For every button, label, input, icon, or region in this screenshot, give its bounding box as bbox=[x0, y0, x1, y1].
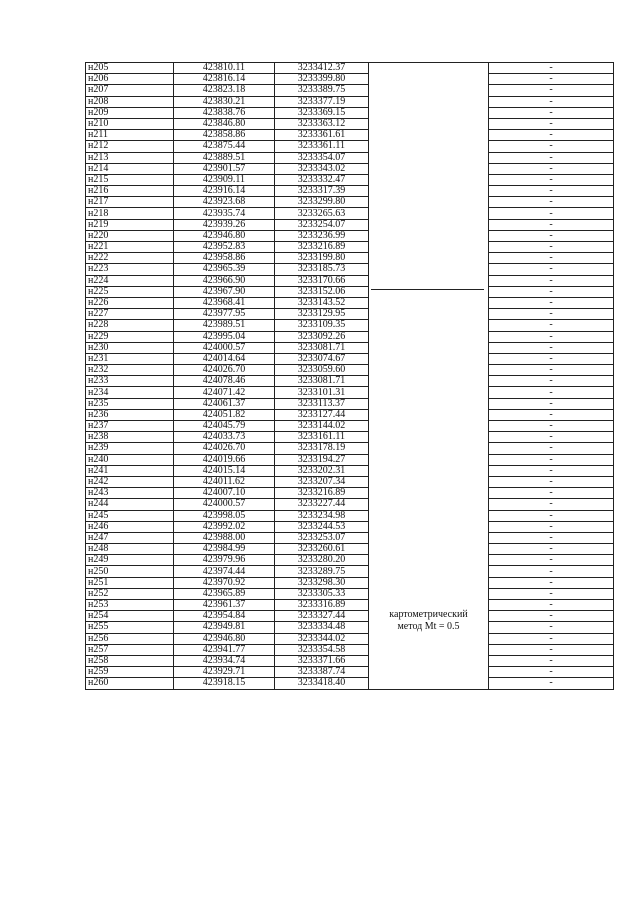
x-coordinate-cell: 423889.51 bbox=[174, 152, 275, 163]
note-cell: - bbox=[489, 152, 614, 163]
note-cell: - bbox=[489, 488, 614, 499]
method-divider-line bbox=[371, 289, 484, 290]
y-coordinate-cell: 3233399.80 bbox=[275, 74, 369, 85]
x-coordinate-cell: 423946.80 bbox=[174, 230, 275, 241]
y-coordinate-cell: 3233254.07 bbox=[275, 219, 369, 230]
y-coordinate-cell: 3233280.20 bbox=[275, 555, 369, 566]
note-cell: - bbox=[489, 476, 614, 487]
point-cell: н231 bbox=[86, 353, 174, 364]
table-row bbox=[86, 309, 614, 320]
table-row bbox=[86, 118, 614, 129]
y-coordinate-cell: 3233361.61 bbox=[275, 130, 369, 141]
note-cell: - bbox=[489, 465, 614, 476]
y-coordinate-cell: 3233101.31 bbox=[275, 387, 369, 398]
point-cell: н237 bbox=[86, 421, 174, 432]
note-cell: - bbox=[489, 130, 614, 141]
table-row bbox=[86, 532, 614, 543]
x-coordinate-cell: 424011.62 bbox=[174, 476, 275, 487]
y-coordinate-cell: 3233144.02 bbox=[275, 421, 369, 432]
point-cell: н207 bbox=[86, 85, 174, 96]
y-coordinate-cell: 3233327.44 bbox=[275, 611, 369, 622]
table-row bbox=[86, 342, 614, 353]
note-cell: - bbox=[489, 353, 614, 364]
y-coordinate-cell: 3233178.19 bbox=[275, 443, 369, 454]
x-coordinate-cell: 423875.44 bbox=[174, 141, 275, 152]
x-coordinate-cell: 423970.92 bbox=[174, 577, 275, 588]
point-cell: н253 bbox=[86, 600, 174, 611]
table-row bbox=[86, 85, 614, 96]
point-cell: н247 bbox=[86, 532, 174, 543]
method-line-2: метод Mt = 0.5 bbox=[397, 620, 460, 632]
table-row bbox=[86, 186, 614, 197]
y-coordinate-cell: 3233152.06 bbox=[275, 286, 369, 297]
note-cell: - bbox=[489, 622, 614, 633]
point-cell: н220 bbox=[86, 230, 174, 241]
y-coordinate-cell: 3233389.75 bbox=[275, 85, 369, 96]
note-cell: - bbox=[489, 96, 614, 107]
table-row bbox=[86, 577, 614, 588]
x-coordinate-cell: 423998.05 bbox=[174, 510, 275, 521]
point-cell: н224 bbox=[86, 275, 174, 286]
point-cell: н234 bbox=[86, 387, 174, 398]
x-coordinate-cell: 423934.74 bbox=[174, 655, 275, 666]
y-coordinate-cell: 3233236.99 bbox=[275, 230, 369, 241]
point-cell: н227 bbox=[86, 309, 174, 320]
table-row bbox=[86, 398, 614, 409]
point-cell: н215 bbox=[86, 174, 174, 185]
x-coordinate-cell: 423916.14 bbox=[174, 186, 275, 197]
y-coordinate-cell: 3233354.58 bbox=[275, 644, 369, 655]
point-cell: н223 bbox=[86, 264, 174, 275]
x-coordinate-cell: 424019.66 bbox=[174, 454, 275, 465]
table-row bbox=[86, 432, 614, 443]
y-coordinate-cell: 3233299.80 bbox=[275, 197, 369, 208]
x-coordinate-cell: 423974.44 bbox=[174, 566, 275, 577]
x-coordinate-cell: 423929.71 bbox=[174, 667, 275, 678]
point-cell: н229 bbox=[86, 331, 174, 342]
note-cell: - bbox=[489, 566, 614, 577]
x-coordinate-cell: 423810.11 bbox=[174, 63, 275, 74]
table-row bbox=[86, 141, 614, 152]
x-coordinate-cell: 423941.77 bbox=[174, 644, 275, 655]
note-cell: - bbox=[489, 208, 614, 219]
x-coordinate-cell: 423995.04 bbox=[174, 331, 275, 342]
point-cell: н259 bbox=[86, 667, 174, 678]
y-coordinate-cell: 3233305.33 bbox=[275, 588, 369, 599]
y-coordinate-cell: 3233170.66 bbox=[275, 275, 369, 286]
note-cell: - bbox=[489, 409, 614, 420]
table-row bbox=[86, 197, 614, 208]
point-cell: н236 bbox=[86, 409, 174, 420]
table-row bbox=[86, 465, 614, 476]
table-row bbox=[86, 96, 614, 107]
point-cell: н251 bbox=[86, 577, 174, 588]
point-cell: н214 bbox=[86, 163, 174, 174]
y-coordinate-cell: 3233244.53 bbox=[275, 521, 369, 532]
y-coordinate-cell: 3233092.26 bbox=[275, 331, 369, 342]
y-coordinate-cell: 3233161.11 bbox=[275, 432, 369, 443]
note-cell: - bbox=[489, 253, 614, 264]
table-row bbox=[86, 365, 614, 376]
y-coordinate-cell: 3233317.39 bbox=[275, 186, 369, 197]
x-coordinate-cell: 423989.51 bbox=[174, 320, 275, 331]
x-coordinate-cell: 423918.15 bbox=[174, 678, 275, 689]
point-cell: н226 bbox=[86, 297, 174, 308]
point-cell: н244 bbox=[86, 499, 174, 510]
note-cell: - bbox=[489, 286, 614, 297]
point-cell: н256 bbox=[86, 633, 174, 644]
point-cell: н257 bbox=[86, 644, 174, 655]
y-coordinate-cell: 3233316.89 bbox=[275, 600, 369, 611]
x-coordinate-cell: 424051.82 bbox=[174, 409, 275, 420]
x-coordinate-cell: 423965.39 bbox=[174, 264, 275, 275]
x-coordinate-cell: 423967.90 bbox=[174, 286, 275, 297]
point-cell: н210 bbox=[86, 118, 174, 129]
x-coordinate-cell: 423830.21 bbox=[174, 96, 275, 107]
note-cell: - bbox=[489, 141, 614, 152]
x-coordinate-cell: 423961.37 bbox=[174, 600, 275, 611]
method-line-1: картометрический bbox=[389, 608, 468, 620]
y-coordinate-cell: 3233361.11 bbox=[275, 141, 369, 152]
note-cell: - bbox=[489, 197, 614, 208]
x-coordinate-cell: 423966.90 bbox=[174, 275, 275, 286]
note-cell: - bbox=[489, 387, 614, 398]
note-cell: - bbox=[489, 532, 614, 543]
table-row bbox=[86, 622, 614, 633]
y-coordinate-cell: 3233129.95 bbox=[275, 309, 369, 320]
x-coordinate-cell: 423977.95 bbox=[174, 309, 275, 320]
x-coordinate-cell: 423958.86 bbox=[174, 253, 275, 264]
y-coordinate-cell: 3233127.44 bbox=[275, 409, 369, 420]
x-coordinate-cell: 423939.26 bbox=[174, 219, 275, 230]
note-cell: - bbox=[489, 219, 614, 230]
note-cell: - bbox=[489, 365, 614, 376]
note-cell: - bbox=[489, 242, 614, 253]
x-coordinate-cell: 423968.41 bbox=[174, 297, 275, 308]
table-row bbox=[86, 600, 614, 611]
note-cell: - bbox=[489, 544, 614, 555]
coordinates-table-body bbox=[86, 63, 614, 690]
point-cell: н240 bbox=[86, 454, 174, 465]
x-coordinate-cell: 424026.70 bbox=[174, 365, 275, 376]
point-cell: н250 bbox=[86, 566, 174, 577]
point-cell: н205 bbox=[86, 63, 174, 74]
note-cell: - bbox=[489, 163, 614, 174]
point-cell: н230 bbox=[86, 342, 174, 353]
point-cell: н232 bbox=[86, 365, 174, 376]
y-coordinate-cell: 3233253.07 bbox=[275, 532, 369, 543]
y-coordinate-cell: 3233418.40 bbox=[275, 678, 369, 689]
point-cell: н221 bbox=[86, 242, 174, 253]
table-row bbox=[86, 476, 614, 487]
point-cell: н255 bbox=[86, 622, 174, 633]
table-row bbox=[86, 74, 614, 85]
table-row bbox=[86, 320, 614, 331]
table-row bbox=[86, 555, 614, 566]
table-row bbox=[86, 152, 614, 163]
point-cell: н252 bbox=[86, 588, 174, 599]
point-cell: н249 bbox=[86, 555, 174, 566]
y-coordinate-cell: 3233354.07 bbox=[275, 152, 369, 163]
table-row bbox=[86, 275, 614, 286]
table-row bbox=[86, 230, 614, 241]
table-row bbox=[86, 174, 614, 185]
y-coordinate-cell: 3233059.60 bbox=[275, 365, 369, 376]
table-row bbox=[86, 297, 614, 308]
table-row bbox=[86, 63, 614, 74]
table-row bbox=[86, 208, 614, 219]
table-row bbox=[86, 286, 614, 297]
y-coordinate-cell: 3233377.19 bbox=[275, 96, 369, 107]
table-row bbox=[86, 667, 614, 678]
x-coordinate-cell: 423901.57 bbox=[174, 163, 275, 174]
y-coordinate-cell: 3233332.47 bbox=[275, 174, 369, 185]
y-coordinate-cell: 3233343.02 bbox=[275, 163, 369, 174]
table-row bbox=[86, 130, 614, 141]
table-row bbox=[86, 488, 614, 499]
table-row bbox=[86, 264, 614, 275]
x-coordinate-cell: 424000.57 bbox=[174, 499, 275, 510]
note-cell: - bbox=[489, 74, 614, 85]
x-coordinate-cell: 424033.73 bbox=[174, 432, 275, 443]
table-row bbox=[86, 421, 614, 432]
x-coordinate-cell: 424078.46 bbox=[174, 376, 275, 387]
y-coordinate-cell: 3233387.74 bbox=[275, 667, 369, 678]
table-row bbox=[86, 219, 614, 230]
y-coordinate-cell: 3233216.89 bbox=[275, 242, 369, 253]
point-cell: н260 bbox=[86, 678, 174, 689]
coordinates-table bbox=[85, 62, 614, 690]
table-row bbox=[86, 443, 614, 454]
x-coordinate-cell: 423988.00 bbox=[174, 532, 275, 543]
point-cell: н242 bbox=[86, 476, 174, 487]
point-cell: н241 bbox=[86, 465, 174, 476]
note-cell: - bbox=[489, 118, 614, 129]
x-coordinate-cell: 423858.86 bbox=[174, 130, 275, 141]
table-row bbox=[86, 566, 614, 577]
table-row bbox=[86, 655, 614, 666]
note-cell: - bbox=[489, 376, 614, 387]
x-coordinate-cell: 424007.10 bbox=[174, 488, 275, 499]
note-cell: - bbox=[489, 555, 614, 566]
point-cell: н233 bbox=[86, 376, 174, 387]
note-cell: - bbox=[489, 667, 614, 678]
y-coordinate-cell: 3233194.27 bbox=[275, 454, 369, 465]
x-coordinate-cell: 423954.84 bbox=[174, 611, 275, 622]
x-coordinate-cell: 424026.70 bbox=[174, 443, 275, 454]
table-row bbox=[86, 644, 614, 655]
y-coordinate-cell: 3233207.34 bbox=[275, 476, 369, 487]
table-row bbox=[86, 510, 614, 521]
y-coordinate-cell: 3233363.12 bbox=[275, 118, 369, 129]
y-coordinate-cell: 3233081.71 bbox=[275, 376, 369, 387]
note-cell: - bbox=[489, 85, 614, 96]
note-cell: - bbox=[489, 678, 614, 689]
note-cell: - bbox=[489, 443, 614, 454]
y-coordinate-cell: 3233371.66 bbox=[275, 655, 369, 666]
point-cell: н254 bbox=[86, 611, 174, 622]
x-coordinate-cell: 423846.80 bbox=[174, 118, 275, 129]
note-cell: - bbox=[489, 421, 614, 432]
y-coordinate-cell: 3233216.89 bbox=[275, 488, 369, 499]
table-row bbox=[86, 611, 614, 622]
y-coordinate-cell: 3233260.61 bbox=[275, 544, 369, 555]
y-coordinate-cell: 3233265.63 bbox=[275, 208, 369, 219]
y-coordinate-cell: 3233412.37 bbox=[275, 63, 369, 74]
x-coordinate-cell: 424061.37 bbox=[174, 398, 275, 409]
method-cell bbox=[369, 63, 489, 690]
table-row bbox=[86, 107, 614, 118]
point-cell: н225 bbox=[86, 286, 174, 297]
note-cell: - bbox=[489, 331, 614, 342]
point-cell: н216 bbox=[86, 186, 174, 197]
y-coordinate-cell: 3233344.02 bbox=[275, 633, 369, 644]
table-row bbox=[86, 633, 614, 644]
point-cell: н243 bbox=[86, 488, 174, 499]
note-cell: - bbox=[489, 275, 614, 286]
point-cell: н208 bbox=[86, 96, 174, 107]
note-cell: - bbox=[489, 398, 614, 409]
table-row bbox=[86, 678, 614, 689]
note-cell: - bbox=[489, 644, 614, 655]
x-coordinate-cell: 424000.57 bbox=[174, 342, 275, 353]
x-coordinate-cell: 424071.42 bbox=[174, 387, 275, 398]
x-coordinate-cell: 423965.89 bbox=[174, 588, 275, 599]
note-cell: - bbox=[489, 600, 614, 611]
note-cell: - bbox=[489, 432, 614, 443]
note-cell: - bbox=[489, 186, 614, 197]
x-coordinate-cell: 423838.76 bbox=[174, 107, 275, 118]
x-coordinate-cell: 423816.14 bbox=[174, 74, 275, 85]
note-cell: - bbox=[489, 230, 614, 241]
point-cell: н209 bbox=[86, 107, 174, 118]
x-coordinate-cell: 423984.99 bbox=[174, 544, 275, 555]
x-coordinate-cell: 423909.11 bbox=[174, 174, 275, 185]
table-row bbox=[86, 588, 614, 599]
note-cell: - bbox=[489, 107, 614, 118]
note-cell: - bbox=[489, 309, 614, 320]
note-cell: - bbox=[489, 320, 614, 331]
y-coordinate-cell: 3233109.35 bbox=[275, 320, 369, 331]
note-cell: - bbox=[489, 588, 614, 599]
table-row bbox=[86, 242, 614, 253]
table-row bbox=[86, 387, 614, 398]
note-cell: - bbox=[489, 521, 614, 532]
table-row bbox=[86, 163, 614, 174]
x-coordinate-cell: 423979.96 bbox=[174, 555, 275, 566]
point-cell: н206 bbox=[86, 74, 174, 85]
point-cell: н246 bbox=[86, 521, 174, 532]
note-cell: - bbox=[489, 63, 614, 74]
table-row bbox=[86, 544, 614, 555]
point-cell: н239 bbox=[86, 443, 174, 454]
point-cell: н228 bbox=[86, 320, 174, 331]
point-cell: н219 bbox=[86, 219, 174, 230]
y-coordinate-cell: 3233143.52 bbox=[275, 297, 369, 308]
table-row bbox=[86, 454, 614, 465]
x-coordinate-cell: 423935.74 bbox=[174, 208, 275, 219]
table-row bbox=[86, 376, 614, 387]
y-coordinate-cell: 3233298.30 bbox=[275, 577, 369, 588]
y-coordinate-cell: 3233234.98 bbox=[275, 510, 369, 521]
point-cell: н238 bbox=[86, 432, 174, 443]
x-coordinate-cell: 424014.64 bbox=[174, 353, 275, 364]
x-coordinate-cell: 424045.79 bbox=[174, 421, 275, 432]
point-cell: н211 bbox=[86, 130, 174, 141]
note-cell: - bbox=[489, 342, 614, 353]
table-row bbox=[86, 253, 614, 264]
note-cell: - bbox=[489, 174, 614, 185]
x-coordinate-cell: 423952.83 bbox=[174, 242, 275, 253]
note-cell: - bbox=[489, 264, 614, 275]
point-cell: н235 bbox=[86, 398, 174, 409]
x-coordinate-cell: 424015.14 bbox=[174, 465, 275, 476]
note-cell: - bbox=[489, 633, 614, 644]
y-coordinate-cell: 3233185.73 bbox=[275, 264, 369, 275]
point-cell: н258 bbox=[86, 655, 174, 666]
note-cell: - bbox=[489, 611, 614, 622]
x-coordinate-cell: 423946.80 bbox=[174, 633, 275, 644]
x-coordinate-cell: 423923.68 bbox=[174, 197, 275, 208]
y-coordinate-cell: 3233199.80 bbox=[275, 253, 369, 264]
point-cell: н213 bbox=[86, 152, 174, 163]
x-coordinate-cell: 423823.18 bbox=[174, 85, 275, 96]
note-cell: - bbox=[489, 577, 614, 588]
note-cell: - bbox=[489, 510, 614, 521]
point-cell: н222 bbox=[86, 253, 174, 264]
point-cell: н248 bbox=[86, 544, 174, 555]
y-coordinate-cell: 3233289.75 bbox=[275, 566, 369, 577]
note-cell: - bbox=[489, 454, 614, 465]
point-cell: н212 bbox=[86, 141, 174, 152]
table-row bbox=[86, 499, 614, 510]
table-row bbox=[86, 331, 614, 342]
point-cell: н245 bbox=[86, 510, 174, 521]
note-cell: - bbox=[489, 655, 614, 666]
y-coordinate-cell: 3233369.15 bbox=[275, 107, 369, 118]
y-coordinate-cell: 3233227.44 bbox=[275, 499, 369, 510]
x-coordinate-cell: 423949.81 bbox=[174, 622, 275, 633]
y-coordinate-cell: 3233113.37 bbox=[275, 398, 369, 409]
y-coordinate-cell: 3233074.67 bbox=[275, 353, 369, 364]
table-row bbox=[86, 521, 614, 532]
note-cell: - bbox=[489, 499, 614, 510]
x-coordinate-cell: 423992.02 bbox=[174, 521, 275, 532]
point-cell: н218 bbox=[86, 208, 174, 219]
point-cell: н217 bbox=[86, 197, 174, 208]
note-cell: - bbox=[489, 297, 614, 308]
y-coordinate-cell: 3233334.48 bbox=[275, 622, 369, 633]
table-row bbox=[86, 353, 614, 364]
table-row bbox=[86, 409, 614, 420]
y-coordinate-cell: 3233081.71 bbox=[275, 342, 369, 353]
y-coordinate-cell: 3233202.31 bbox=[275, 465, 369, 476]
